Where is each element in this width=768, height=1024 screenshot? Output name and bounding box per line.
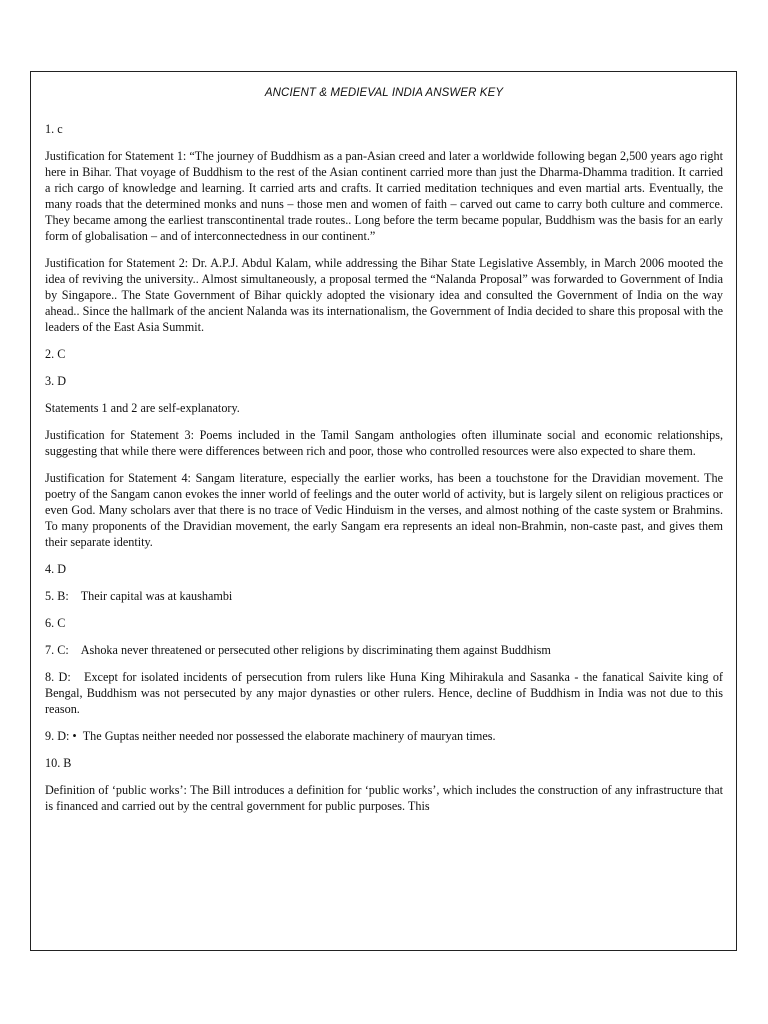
answer-number: 2. C xyxy=(45,347,66,361)
answer-10 xyxy=(45,755,723,771)
document-title: ANCIENT & MEDIEVAL INDIA ANSWER KEY xyxy=(264,87,504,99)
answer-number: 9. D: • xyxy=(45,729,77,743)
answer-2 xyxy=(45,346,723,362)
answer-number: 5. B: xyxy=(45,589,69,603)
answer-number: 4. D xyxy=(45,562,66,576)
justification-statement-2: Justification for Statement 2: Dr. A.P.J. Abdul Kalam, while addressing the Bihar State Legislative Assembly, in March 2006 mooted the idea of reviving the university.. Almost simultaneously, a proposal termed the “Nalanda Proposal” was forwarded to Government of India by Singapore.. The State Government of Bihar quickly adopted the visionary idea and consulted the Government of India on the way ahead.. Since the hallmark of the ancient Nalanda was its internationalism, the Government of India decided to share this proposal with the leaders of the East Asia Summit. xyxy=(45,256,723,334)
justification-statement-3: Justification for Statement 3: Poems included in the Tamil Sangam anthologies often illuminate social and economic relationships, suggesting that while there were differences between rich and poor, those who controlled resources were also expected to share them. xyxy=(45,428,723,458)
answer-4 xyxy=(45,561,723,577)
answer-number: 6. C xyxy=(45,616,66,630)
justification-statement-4: Justification for Statement 4: Sangam literature, especially the earlier works, has been a touchstone for the Dravidian movement. The poetry of the Sangam canon evokes the inner world of feelings and the outer world of activity, but is largely silent on religious practices or even God. Many scholars aver that there is no trace of Vedic Hinduism in the verses, and almost nothing of the caste system or Brahmins. To many proponents of the Dravidian movement, the early Sangam era represents an ideal non-Brahmin, non-caste past, and gives them their separate identity. xyxy=(45,471,723,549)
answer-5 xyxy=(45,588,723,604)
answer-7 xyxy=(45,642,723,658)
answer-6 xyxy=(45,615,723,631)
answer-text: The Guptas neither needed nor possessed the elaborate machinery of mauryan times. xyxy=(82,729,496,743)
answer-text: Ashoka never threatened or persecuted other religions by discriminating them against Buddhism xyxy=(80,643,551,657)
document-page xyxy=(30,71,737,951)
answer-number: 7. C: xyxy=(45,643,69,657)
answer-1 xyxy=(45,121,723,137)
answer-3 xyxy=(45,373,723,389)
public-works-definition: Definition of ‘public works’: The Bill introduces a definition for ‘public works’, which includes the construction of any infrastructure that is financed and carried out by the central government for public purposes. This xyxy=(45,783,723,813)
justification-statement-1: Justification for Statement 1: “The journey of Buddhism as a pan-Asian creed and later a worldwide following began 2,500 years ago right here in Bihar. That voyage of Buddhism to the rest of the Asian continent carried more than just the Dharma-Dhamma tradition. It carried a rich cargo of knowledge and learning. It carried arts and crafts. It carried meditation techniques and even martial arts. Eventually, the many roads that the determined monks and nuns – those men and women of faith – carved out came to carry both culture and commerce. They became among the earliest transcontinental trade routes.. Long before the term became popular, Buddhism was the basis for an early form of globalisation – and of interconnectedness in our continent.” xyxy=(45,149,723,243)
answer-number: 1. c xyxy=(45,122,63,136)
answer-text: Their capital was at kaushambi xyxy=(80,589,233,603)
statements-note: Statements 1 and 2 are self-explanatory. xyxy=(45,401,240,415)
document-content xyxy=(45,85,723,825)
answer-9 xyxy=(45,728,723,744)
answer-8: 8. D: Except for isolated incidents of persecution from rulers like Huna King Mihirakula and Sasanka - the fanatical Saivite king of Bengal, Buddhism was not persecuted by any major dynasties or other rulers. Hence, decline of Buddhism in India was not due to this reason. xyxy=(45,670,723,716)
answer-number: 10. B xyxy=(45,756,72,770)
answer-number: 3. D xyxy=(45,374,66,388)
